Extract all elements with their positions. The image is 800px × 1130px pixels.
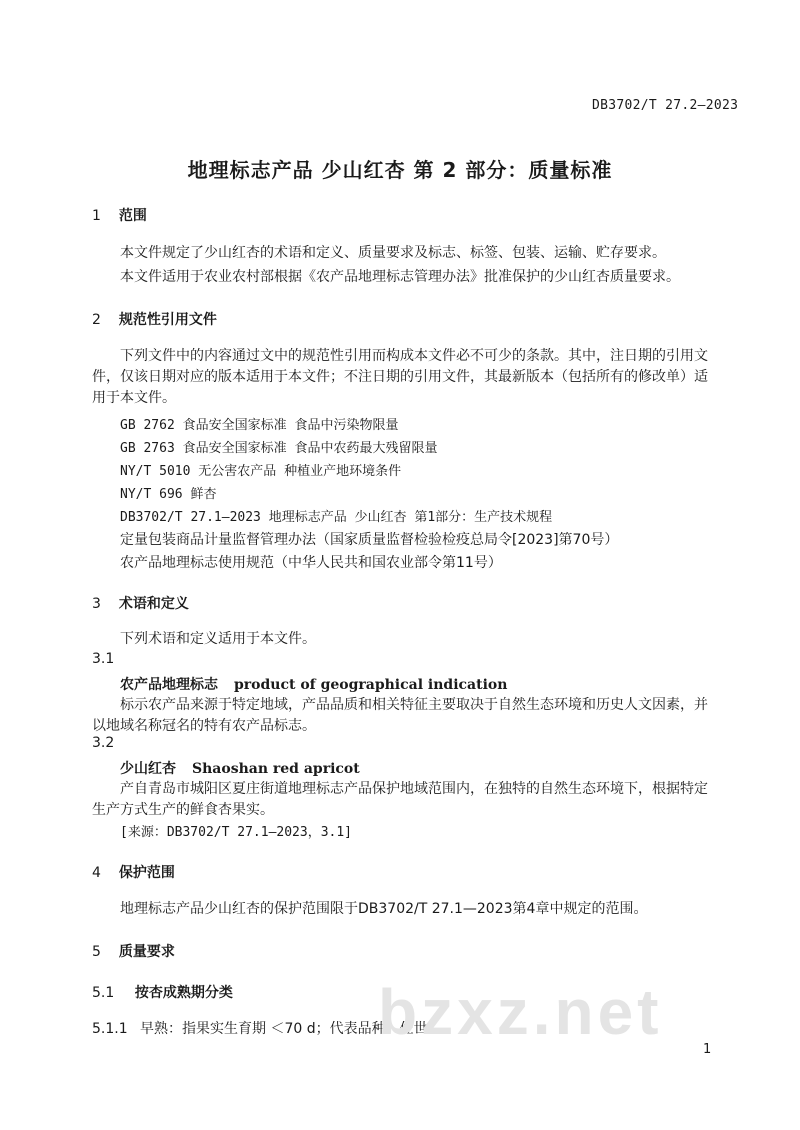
reference-item: GB 2762 食品安全国家标准 食品中污染物限量	[120, 418, 399, 433]
watermark: bzxz.net	[378, 976, 663, 1048]
subsection-heading	[92, 982, 233, 1002]
term-heading	[120, 674, 507, 694]
term-english: Shaoshan red apricot	[192, 761, 360, 777]
term-chinese: 少山红杏	[120, 761, 176, 777]
reference-item: 农产品地理标志使用规范（中华人民共和国农业部令第11号）	[120, 555, 502, 571]
clause-text: 早熟：指果实生育期 ＜70 d；代表品种：佐世。	[140, 1021, 442, 1037]
reference-item: NY/T 696 鲜杏	[120, 487, 217, 502]
section-number: 3	[92, 596, 101, 612]
paragraph: 下列术语和定义适用于本文件。	[120, 631, 316, 647]
section-number: 2	[92, 312, 101, 328]
term-chinese: 农产品地理标志	[120, 677, 218, 693]
section-title: 范围	[118, 208, 147, 224]
term-definition: 产自青岛市城阳区夏庄街道地理标志产品保护地域范围内，在独特的自然生态环境下，根据特定生产方式生产的鲜食杏果实。	[92, 781, 708, 818]
section-title: 保护范围	[118, 865, 175, 881]
reference-item: NY/T 5010 无公害农产品 种植业产地环境条件	[120, 464, 402, 479]
term-heading	[120, 758, 360, 778]
reference-item: GB 2763 食品安全国家标准 食品中农药最大残留限量	[120, 441, 438, 456]
paragraph: 地理标志产品少山红杏的保护范围限于DB3702/T 27.1—2023第4章中规定的范围。	[120, 901, 648, 917]
paragraph: 本文件规定了少山红杏的术语和定义、质量要求及标志、标签、包装、运输、贮存要求。	[120, 245, 666, 261]
section-number: 1	[92, 208, 101, 224]
subsection-title: 按杏成熟期分类	[134, 985, 233, 1001]
section-4-heading	[92, 862, 175, 882]
term-definition: 标示农产品来源于特定地域，产品品质和相关特征主要取决于自然生态环境和历史人文因素，并以地域名称冠名的特有农产品标志。	[92, 697, 708, 734]
section-1-heading	[92, 205, 147, 225]
section-2-heading	[92, 309, 217, 329]
section-3-heading	[92, 593, 189, 613]
paragraph: 下列文件中的内容通过文中的规范性引用而构成本文件必不可少的条款。其中，注日期的引用文件，仅该日期对应的版本适用于本文件；不注日期的引用文件，其最新版本（包括所有的修改单）适用于本文件。	[92, 348, 708, 406]
page-number: 1	[703, 1042, 712, 1057]
term-number: 3.2	[92, 735, 115, 751]
section-title: 术语和定义	[118, 596, 189, 612]
section-number: 5	[92, 944, 101, 960]
term-english: product of geographical indication	[234, 677, 508, 693]
section-number: 4	[92, 865, 101, 881]
reference-item: 定量包装商品计量监督管理办法（国家质量监督检验检疫总局令[2023]第70号）	[120, 532, 619, 548]
reference-item: DB3702/T 27.1—2023 地理标志产品 少山红杏 第1部分：生产技术规程	[120, 510, 553, 525]
section-title: 规范性引用文件	[118, 312, 217, 328]
document-title: 地理标志产品 少山红杏 第 2 部分：质量标准	[187, 158, 613, 182]
section-5-heading	[92, 941, 175, 961]
term-number: 3.1	[92, 651, 115, 667]
clause-number: 5.1.1	[92, 1021, 128, 1037]
subsection-number: 5.1	[92, 985, 115, 1001]
term-source: [来源：DB3702/T 27.1—2023，3.1]	[120, 825, 353, 840]
paragraph: 本文件适用于农业农村部根据《农产品地理标志管理办法》批准保护的少山红杏质量要求。	[120, 269, 680, 285]
standard-code: DB3702/T 27.2—2023	[592, 98, 739, 113]
section-title: 质量要求	[118, 944, 175, 960]
